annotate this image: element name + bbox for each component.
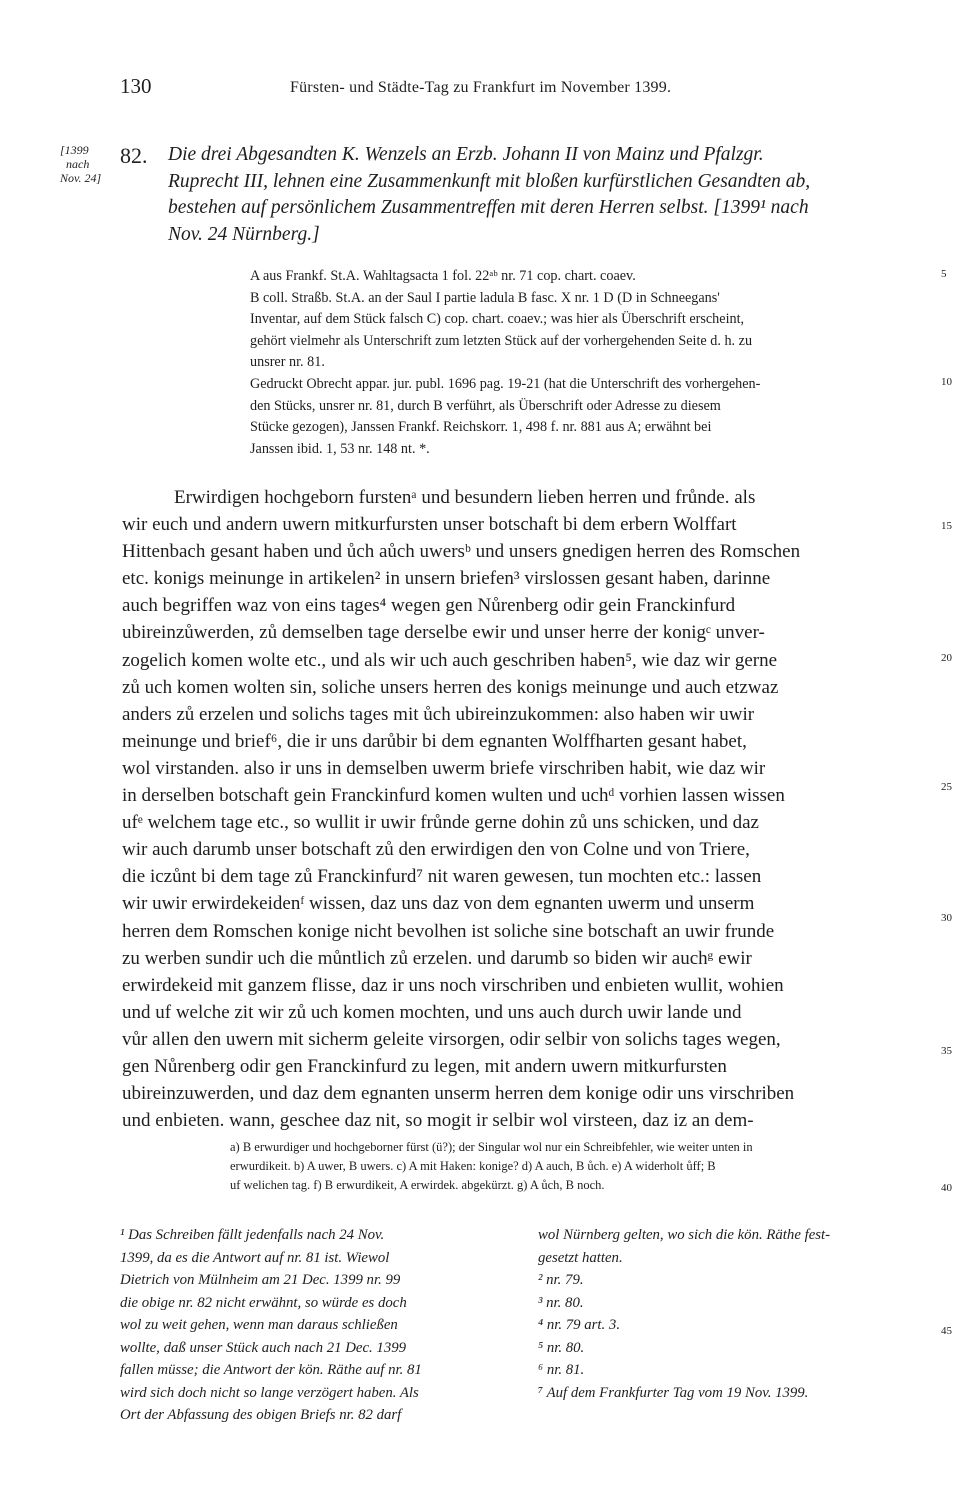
body-line: zu werben sundir uch die můntlich zů erzelen. und darumb so biden wir auchᵍ ewir — [122, 947, 752, 969]
line-number: 10 — [941, 376, 952, 388]
footnote-line: Ort der Abfassung des obigen Briefs nr. 82 darf — [120, 1407, 402, 1423]
footnote-line: 1399, da es die Antwort auf nr. 81 ist. Wiewol — [120, 1249, 390, 1266]
body-line: die iczůnt bi dem tage zů Franckinfurd⁷ nit waren gewesen, tun mochten etc.: lassen — [122, 866, 762, 888]
source-line: Stücke gezogen), Janssen Frankf. Reichskorr. 1, 498 f. nr. 881 aus A; erwähnt bei — [250, 419, 712, 436]
variant-line: a) B erwurdiger und hochgeborner fürst (ü?); der Singular wol nur ein Schreibfehler, wie weiter unten in — [230, 1140, 753, 1154]
footnote-line: wol zu weit gehen, wenn man daraus schließen — [120, 1317, 398, 1333]
body-line: und uf welche zit wir zů uch komen mochten, und uns auch durch uwir lande und — [122, 1001, 742, 1023]
title-line: bestehen auf persönlichem Zusammentreffen mit deren Herren selbst. [1399¹ nach — [168, 197, 809, 218]
footnote-line: ⁶ nr. 81. — [538, 1362, 585, 1378]
footnote-line: ⁷ Auf dem Frankfurter Tag vom 19 Nov. 1399. — [538, 1384, 809, 1401]
body-line: herren dem Romschen konige nicht bevolhen ist soliche sine botschaft an uwir frunde — [122, 920, 775, 942]
body-line: etc. konigs meinunge in artikelen² in unsern briefen³ virslossen gesant haben, darinne — [122, 568, 771, 590]
body-line: auch begriffen waz von eins tages⁴ wegen gen Nůrenberg odir gein Franckinfurd — [122, 595, 736, 617]
footnotes-left-column — [120, 1224, 515, 1427]
line-number: 40 — [941, 1182, 952, 1194]
source-line: A aus Frankf. St.A. Wahltagsacta 1 fol. 22ᵃᵇ nr. 71 cop. chart. coaev. — [250, 268, 636, 284]
variant-line: uf welichen tag. f) B erwurdikeit, A erwirdek. abgekürzt. g) A ůch, B noch. — [230, 1178, 605, 1192]
footnote-line: ³ nr. 80. — [538, 1294, 584, 1311]
body-line: Erwirdigen hochgeborn furstenᵃ und besundern lieben herren und frůnde. als — [174, 487, 756, 508]
footnote-line: gesetzt hatten. — [538, 1249, 623, 1266]
line-number: 25 — [941, 781, 952, 793]
variant-line: erwurdikeit. b) A uwer, B uwers. c) A mit Haken: konige? d) A auch, B ůch. e) A widerholt ůff; B — [230, 1159, 716, 1173]
footnote-line: ¹ Das Schreiben fällt jedenfalls nach 24 Nov. — [120, 1227, 385, 1243]
title-line: Die drei Abgesandten K. Wenzels an Erzb. Johann II von Mainz und Pfalzgr. — [168, 144, 764, 165]
document-title — [168, 142, 936, 248]
body-line: wol virstanden. also ir uns in demselben uwerm briefe virschriben habit, wie daz wir — [122, 757, 766, 779]
body-line: anders zů erzelen und solichs tages mit ůch ubireinzukommen: also haben wir uwir — [122, 703, 755, 725]
line-number: 20 — [941, 652, 952, 664]
body-line: wir euch und andern uwern mitkurfursten unser botschaft bi dem erbern Wolffart — [122, 514, 737, 536]
line-number: 15 — [941, 520, 952, 532]
body-line: zů uch komen wolten sin, soliche unsers herren des konigs meinunge und auch etzwaz — [122, 676, 779, 698]
body-line: ufᵉ welchem tage etc., so wullit ir uwir frůnde gerne dohin zů uns schicken, und daz — [122, 812, 759, 834]
body-line: zogelich komen wolte etc., und als wir uch auch geschriben haben⁵, wie daz wir gerne — [122, 649, 778, 671]
line-number: 30 — [941, 912, 952, 924]
footnote-line: ⁵ nr. 80. — [538, 1339, 585, 1356]
footnote-line: wollte, daß unser Stück auch nach 21 Dec. 1399 — [120, 1339, 407, 1356]
source-line: gehört vielmehr als Unterschrift zum letzten Stück auf der vorhergehenden Seite d. h. zu — [250, 332, 753, 349]
footnote-line: die obige nr. 82 nicht erwähnt, so würde es doch — [120, 1294, 407, 1311]
body-line: erwirdekeid mit ganzem flisse, daz ir uns noch virschriben und enbieten wullit, wohien — [122, 974, 784, 996]
body-line: ubireinzuwerden, und daz dem egnanten unserm herren dem konige odir uns virschriben — [122, 1083, 795, 1105]
footnote-line: ² nr. 79. — [538, 1272, 584, 1288]
running-title: Fürsten- und Städte-Tag zu Frankfurt im November 1399. — [290, 79, 672, 96]
line-number: 45 — [941, 1325, 952, 1337]
body-line: meinunge und brief⁶, die ir uns darůbir bi dem egnanten Wolffharten gesant habet, — [122, 730, 747, 752]
source-line: Janssen ibid. 1, 53 nr. 148 nt. *. — [250, 440, 430, 457]
footnote-line: Dietrich von Mülnheim am 21 Dec. 1399 nr. 99 — [120, 1272, 401, 1288]
source-line: unsrer nr. 81. — [250, 354, 325, 371]
source-line: Inventar, auf dem Stück falsch C) cop. chart. coaev.; was hier als Überschrift erscheint, — [250, 311, 745, 328]
body-line: wir auch darumb unser botschaft zů den erwirdigen den von Colne und von Triere, — [122, 839, 750, 861]
variant-apparatus — [230, 1138, 930, 1195]
source-line: den Stücks, unsrer nr. 81, durch B verführt, als Überschrift oder Adresse zu diesem — [250, 397, 721, 414]
title-line: Nov. 24 Nürnberg.] — [168, 223, 320, 245]
body-line: und enbieten. wann, geschee daz nit, so mogit ir selbir wol virsteen, daz iz an dem- — [122, 1110, 754, 1132]
source-line: B coll. Straßb. St.A. an der Saul I partie ladula B fasc. X nr. 1 D (D in Schneegans' — [250, 289, 720, 306]
footnote-line: wol Nürnberg gelten, wo sich die kön. Räthe fest- — [538, 1227, 831, 1243]
source-notes — [250, 266, 930, 460]
side-date-line: [1399 — [60, 143, 89, 157]
source-line: Gedruckt Obrecht appar. jur. publ. 1696 pag. 19-21 (hat die Unterschrift des vorhergehen- — [250, 375, 761, 392]
footnotes-right-column — [538, 1224, 930, 1404]
body-line: in derselben botschaft gein Franckinfurd komen wulten und uchᵈ vorhien lassen wissen — [122, 785, 785, 807]
body-line: gen Nůrenberg odir gen Franckinfurd zu legen, mit andern uwern mitkurfursten — [122, 1055, 727, 1077]
body-line: Hittenbach gesant haben und ůch aůch uwersᵇ und unsers gnedigen herren des Romschen — [122, 541, 801, 563]
document-number: 82. — [120, 143, 148, 168]
line-number: 5 — [941, 268, 947, 280]
footnote-line: ⁴ nr. 79 art. 3. — [538, 1317, 621, 1333]
body-line: vůr allen den uwern mit sicherm geleite virsorgen, odir selbir von solichs tages wegen, — [122, 1028, 781, 1050]
side-date-line: Nov. 24] — [60, 171, 102, 185]
page-number: 130 — [120, 74, 152, 98]
body-line: ubireinzůwerden, zů demselben tage derselbe ewir und unser herre der konigᶜ unver- — [122, 622, 765, 644]
body-line: wir uwir erwirdekeidenᶠ wissen, daz uns daz von dem egnanten uwerm und unserm — [122, 893, 755, 915]
side-date — [60, 143, 118, 185]
line-number: 35 — [941, 1045, 952, 1057]
letter-body — [122, 484, 928, 1134]
side-date-line: nach — [66, 157, 90, 171]
title-line: Ruprecht III, lehnen eine Zusammenkunft mit bloßen kurfürstlichen Gesandten ab, — [168, 170, 811, 192]
footnote-line: fallen müsse; die Antwort der kön. Räthe auf nr. 81 — [120, 1362, 422, 1378]
footnote-line: wird sich doch nicht so lange verzögert haben. Als — [120, 1384, 419, 1401]
